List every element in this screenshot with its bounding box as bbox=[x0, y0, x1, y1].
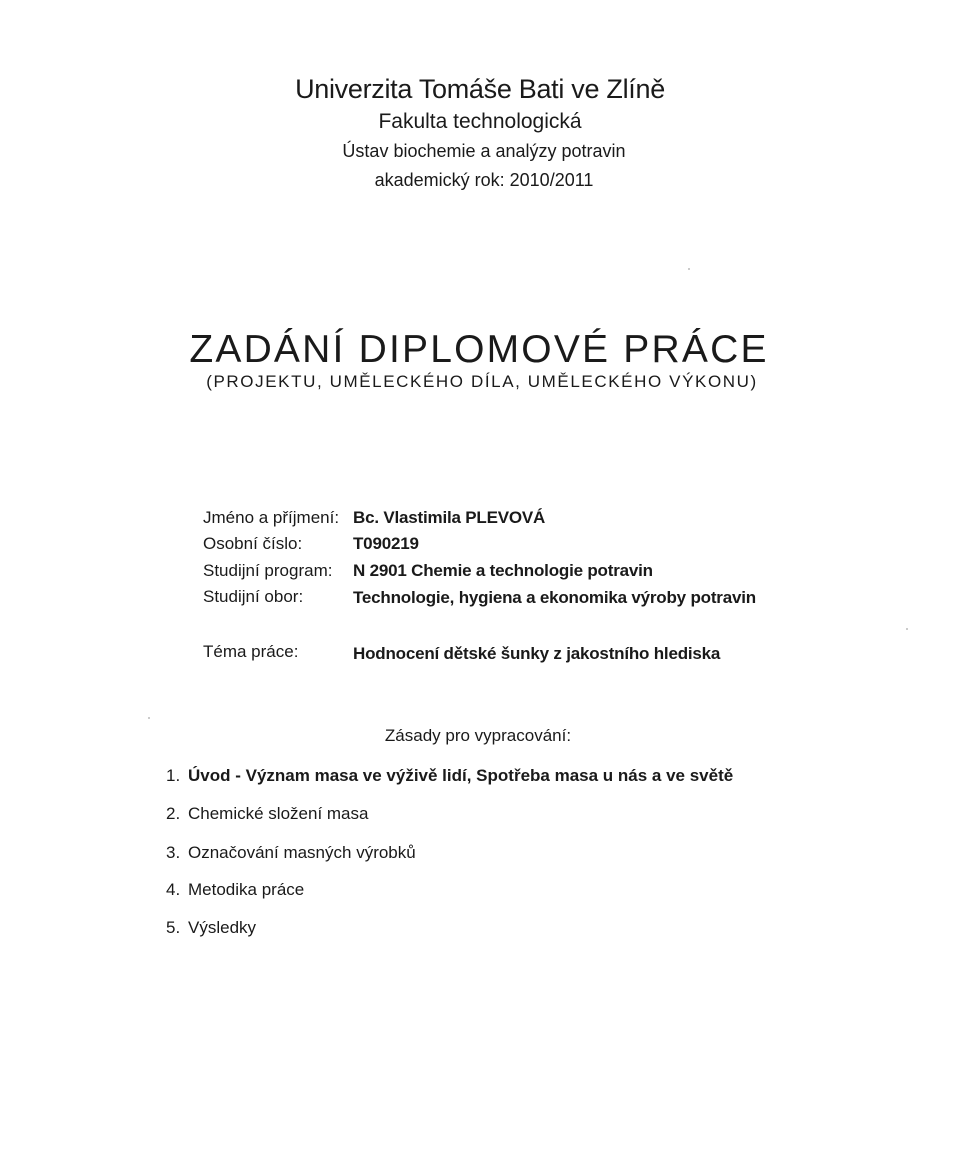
list-item-text: Označování masných výrobků bbox=[188, 843, 416, 862]
student-id-label: Osobní číslo: bbox=[203, 534, 303, 553]
list-item-text: Chemické složení masa bbox=[188, 804, 369, 823]
scan-speck bbox=[148, 717, 150, 719]
institute-name: Ústav biochemie a analýzy potravin bbox=[342, 141, 626, 161]
list-item-number: 2. bbox=[166, 804, 181, 823]
guidelines-heading: Zásady pro vypracování: bbox=[384, 726, 572, 745]
faculty-name: Fakulta technologická bbox=[378, 110, 582, 133]
list-item bbox=[166, 880, 304, 900]
university-name: Univerzita Tomáše Bati ve Zlíně bbox=[295, 74, 665, 104]
list-item-number: 1. bbox=[166, 766, 181, 785]
list-item-text: Metodika práce bbox=[188, 880, 305, 899]
topic-label: Téma práce: bbox=[203, 642, 299, 661]
list-item-number: 3. bbox=[166, 843, 181, 862]
study-program-value: N 2901 Chemie a technologie potravin bbox=[353, 561, 653, 580]
study-field-label: Studijní obor: bbox=[203, 587, 304, 606]
topic-value: Hodnocení dětské šunky z jakostního hlediska bbox=[353, 644, 721, 663]
scan-speck bbox=[906, 628, 908, 630]
list-item-text: Úvod - Význam masa ve výživě lidí, Spotřeba masa u nás a ve světě bbox=[188, 766, 734, 785]
list-item-number: 4. bbox=[166, 880, 181, 899]
list-item bbox=[166, 766, 733, 786]
study-field-value: Technologie, hygiena a ekonomika výroby potravin bbox=[353, 588, 756, 607]
name-label: Jméno a příjmení: bbox=[203, 508, 340, 527]
list-item-number: 5. bbox=[166, 918, 181, 937]
list-item bbox=[166, 843, 416, 863]
list-item-text: Výsledky bbox=[188, 918, 257, 937]
document-title: ZADÁNÍ DIPLOMOVÉ PRÁCE bbox=[189, 328, 769, 371]
list-item bbox=[166, 804, 368, 824]
document-subtitle: (PROJEKTU, UMĚLECKÉHO DÍLA, UMĚLECKÉHO VÝKONU) bbox=[206, 372, 758, 391]
scan-speck bbox=[688, 268, 690, 270]
name-value: Bc. Vlastimila PLEVOVÁ bbox=[353, 508, 546, 527]
list-item bbox=[166, 918, 256, 938]
study-program-label: Studijní program: bbox=[203, 561, 333, 580]
student-id-value: T090219 bbox=[353, 534, 419, 553]
academic-year: akademický rok: 2010/2011 bbox=[374, 170, 594, 190]
